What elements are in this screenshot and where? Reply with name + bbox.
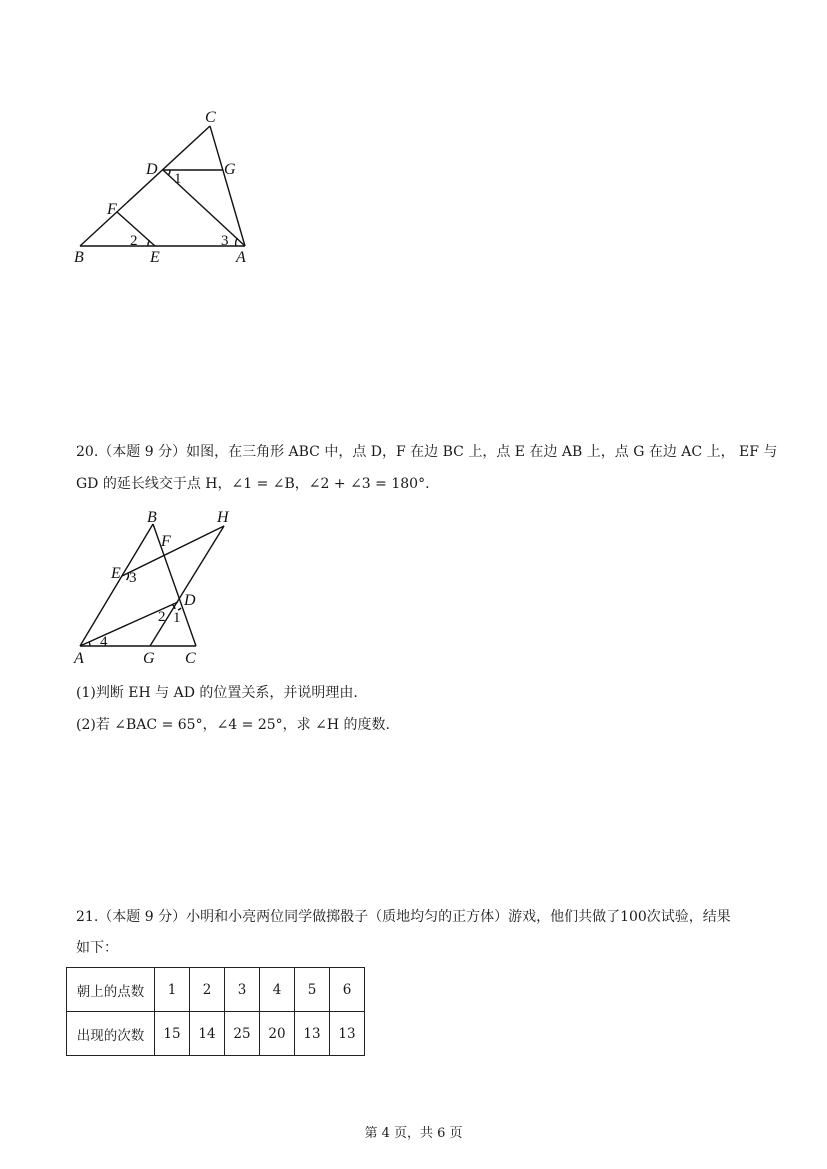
label-d: D — [146, 161, 158, 178]
label-g: G — [224, 161, 236, 178]
table-cell: 3 — [225, 968, 260, 1012]
label-c: C — [185, 650, 196, 667]
table-cell: 2 — [190, 968, 225, 1012]
table-cell: 20 — [260, 1012, 295, 1056]
q21-text-line1: 21.（本题 9 分）小明和小亮两位同学做掷骰子（质地均匀的正方体）游戏，他们共做了100次试验，结果 — [76, 909, 731, 925]
table-cell: 6 — [330, 968, 365, 1012]
label-e: E — [111, 565, 121, 582]
page-footer: 第 4 页，共 6 页 — [364, 1126, 463, 1141]
table-cell: 15 — [155, 1012, 190, 1056]
label-e: E — [150, 249, 160, 266]
label-a: A — [74, 650, 84, 667]
figure-triangle-abc — [0, 0, 827, 300]
table-cell: 4 — [260, 968, 295, 1012]
angle-arc-2 — [148, 241, 150, 247]
label-angle-1: 1 — [173, 610, 181, 626]
label-g: G — [143, 650, 155, 667]
label-b: B — [147, 509, 157, 526]
q20-text-line1: 20.（本题 9 分）如图，在三角形 ABC 中，点 D，F 在边 BC 上，点 E 在边 AB 上，点 G 在边 AC 上， EF 与 — [76, 444, 778, 460]
segment-ac — [210, 126, 245, 246]
row-header: 朝上的点数 — [67, 968, 155, 1012]
label-f: F — [107, 201, 117, 218]
label-angle-2: 2 — [158, 609, 166, 625]
label-angle-1: 1 — [174, 171, 182, 187]
label-b: B — [74, 249, 84, 266]
label-angle-3: 3 — [129, 570, 137, 586]
table-row — [67, 968, 365, 1012]
label-h: H — [217, 509, 229, 526]
figure-triangle-abc-h — [0, 500, 827, 670]
q20-part2: (2)若 ∠BAC = 65°，∠4 = 25°，求 ∠H 的度数. — [76, 717, 390, 733]
q20-part1: (1)判断 EH 与 AD 的位置关系，并说明理由. — [76, 685, 358, 701]
table-cell: 25 — [225, 1012, 260, 1056]
table-cell: 5 — [295, 968, 330, 1012]
table-cell: 14 — [190, 1012, 225, 1056]
label-a: A — [236, 249, 246, 266]
q21-text-line2: 如下： — [76, 940, 118, 956]
dice-results-table — [66, 967, 365, 1056]
row-header: 出现的次数 — [67, 1012, 155, 1056]
label-c: C — [205, 109, 216, 126]
table-row — [67, 1012, 365, 1056]
label-angle-2: 2 — [130, 233, 138, 249]
angle-arc-1 — [168, 170, 170, 175]
q20-text-line2: GD 的延长线交于点 H，∠1 = ∠B，∠2 + ∠3 = 180°. — [76, 476, 430, 492]
angle-arc-3 — [236, 238, 238, 246]
table-cell: 1 — [155, 968, 190, 1012]
label-angle-4: 4 — [100, 634, 108, 650]
label-f: F — [161, 533, 171, 550]
table-cell: 13 — [330, 1012, 365, 1056]
label-angle-3: 3 — [221, 233, 229, 249]
label-d: D — [184, 592, 196, 609]
table-cell: 13 — [295, 1012, 330, 1056]
segment-bc — [80, 126, 210, 246]
segment-ab — [80, 524, 153, 646]
